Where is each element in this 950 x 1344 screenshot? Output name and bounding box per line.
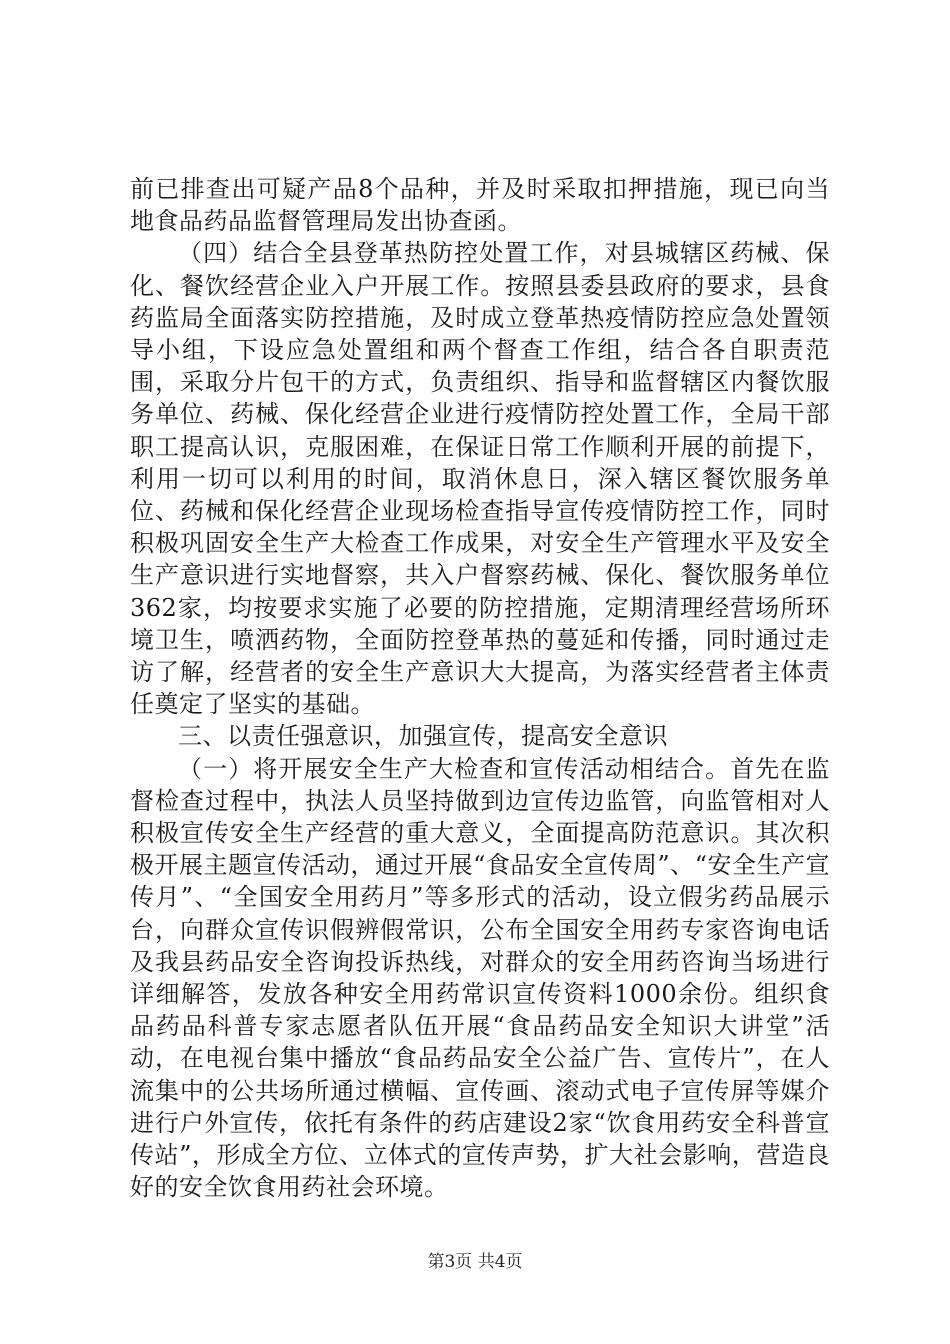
section-heading-three: 三、以责任强意识，加强宣传，提高安全意识 [178, 722, 668, 751]
paragraph-section-four: （四）结合全县登革热防控处置工作，对县城辖区药械、保化、餐饮经营企业入户开展工作。按照县委县政府的要求，县食药监局全面落实防控措施，及时成立登革热疫情防控应急处置领导小组，下设应急处置组和两个督查工作组，结合各自职责范围，采取分片包干的方式，负责组织、指导和监督辖区内餐饮服务单位、药械、保化经营企业进行疫情防控处置工作，全局干部职工提高认识，克服困难，在保证日常工作顺利开展的前提下，利用一切可以利用的时间，取消休息日，深入辖区餐饮服务单位、药械和保化经营企业现场检查指导宣传疫情防控工作，同时积极巩固安全生产大检查工作成果，对安全生产管理水平及安全生产意识进行实地督察，共入户督察药械、保化、餐饮服务单位362家，均按要求实施了必要的防控措施，定期清理经营场所环境卫生，喷洒药物，全面防控登革热的蔓延和传播，同时通过走访了解，经营者的安全生产意识大大提高，为落实经营者主体责任奠定了坚实的基础。 [130, 239, 830, 719]
document-body [130, 173, 830, 1204]
paragraph-section-one: （一）将开展安全生产大检查和宣传活动相结合。首先在监督检查过程中，执法人员坚持做到边宣传边监管，向监管相对人积极宣传安全生产经营的重大意义，全面提高防范意识。其次积极开展主题宣传活动，通过开展“食品安全宣传周”、“安全生产宣传月”、“全国安全用药月”等多形式的活动，设立假劣药品展示台，向群众宣传识假辨假常识，公布全国安全用药专家咨询电话及我县药品安全咨询投诉热线，对群众的安全用药咨询当场进行详细解答，发放各种安全用药常识宣传资料1000余份。组织食品药品科普专家志愿者队伍开展“食品药品安全知识大讲堂”活动，在电视台集中播放“食品药品安全公益广告、宣传片”，在人流集中的公共场所通过横幅、宣传画、滚动式电子宣传屏等媒介进行户外宣传，依托有条件的药店建设2家“饮食用药安全科普宣传站”，形成全方位、立体式的宣传声势，扩大社会影响，营造良好的安全饮食用药社会环境。 [130, 754, 830, 1202]
paragraph-continuation: 前已排查出可疑产品8个品种，并及时采取扣押措施，现已向当地食品药品监督管理局发出协查函。 [130, 175, 830, 236]
page-footer: 第3页 共4页 [427, 1252, 523, 1272]
